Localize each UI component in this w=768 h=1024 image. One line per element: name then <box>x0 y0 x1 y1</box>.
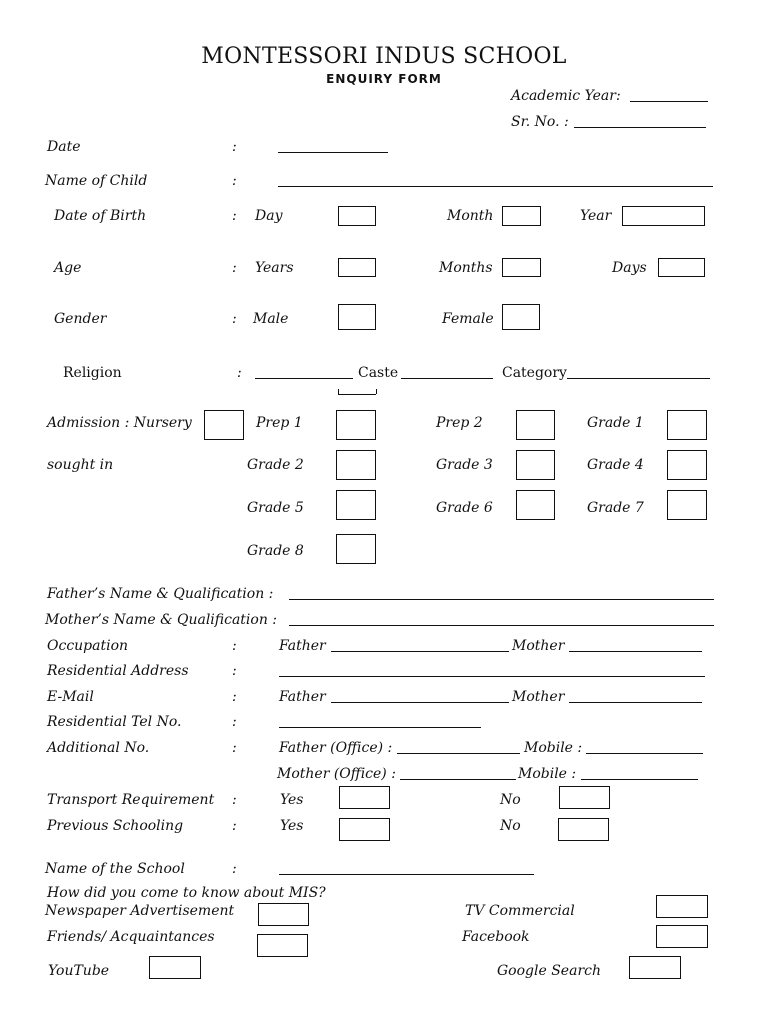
father-name-label: Father’s Name & Qualification : <box>47 586 274 602</box>
grade7-label: Grade 7 <box>587 500 644 516</box>
transport-no-box[interactable] <box>559 786 610 809</box>
google-label: Google Search <box>497 963 601 979</box>
grade5-label: Grade 5 <box>247 500 304 516</box>
dob-month-label: Month <box>447 208 494 224</box>
tv-label: TV Commercial <box>465 903 575 919</box>
religion-field[interactable] <box>255 378 353 379</box>
transport-no-label: No <box>500 792 521 808</box>
grade4-label: Grade 4 <box>587 457 644 473</box>
colon: : <box>232 139 237 155</box>
grade6-box[interactable] <box>516 490 555 520</box>
residential-tel-label: Residential Tel No. <box>47 714 182 730</box>
mother-office-label: Mother (Office) : <box>277 766 396 782</box>
previous-schooling-label: Previous Schooling <box>47 818 184 834</box>
dob-month-box[interactable] <box>502 206 541 226</box>
age-label: Age <box>54 260 82 276</box>
grade4-box[interactable] <box>667 450 707 480</box>
facebook-label: Facebook <box>462 929 530 945</box>
colon: : <box>232 208 237 224</box>
age-days-box[interactable] <box>658 258 705 277</box>
grade8-label: Grade 8 <box>247 543 304 559</box>
friends-label: Friends/ Acquaintances <box>47 929 215 945</box>
colon: : <box>232 260 237 276</box>
colon: : <box>237 365 242 381</box>
dob-day-box[interactable] <box>338 206 376 226</box>
father-mobile-label: Mobile : <box>524 740 583 756</box>
transport-yes-label: Yes <box>280 792 304 808</box>
occupation-father-field[interactable] <box>331 651 509 652</box>
newspaper-box[interactable] <box>258 903 309 926</box>
age-years-label: Years <box>255 260 294 276</box>
academic-year-field[interactable] <box>630 101 708 102</box>
father-office-field[interactable] <box>397 753 520 754</box>
category-label: Category <box>502 365 567 381</box>
sr-no-label: Sr. No. : <box>511 114 569 130</box>
grade1-box[interactable] <box>667 410 707 440</box>
email-father-label: Father <box>279 689 326 705</box>
grade5-box[interactable] <box>336 490 376 520</box>
occupation-mother-field[interactable] <box>569 651 702 652</box>
name-of-child-label: Name of Child <box>45 173 148 189</box>
colon: : <box>232 861 237 877</box>
age-months-label: Months <box>439 260 493 276</box>
newspaper-label: Newspaper Advertisement <box>45 903 235 919</box>
prep2-box[interactable] <box>516 410 555 440</box>
dob-day-label: Day <box>255 208 283 224</box>
schooling-no-label: No <box>500 818 521 834</box>
stray-box-edge <box>376 389 377 394</box>
youtube-label: YouTube <box>48 963 110 979</box>
residential-address-field[interactable] <box>279 676 705 677</box>
name-of-child-field[interactable] <box>278 186 713 187</box>
form-title: ENQUIRY FORM <box>326 72 442 86</box>
name-of-school-label: Name of the School <box>45 861 185 877</box>
facebook-box[interactable] <box>656 925 708 948</box>
residential-tel-field[interactable] <box>279 727 481 728</box>
colon: : <box>232 818 237 834</box>
schooling-yes-box[interactable] <box>339 818 390 841</box>
colon: : <box>232 740 237 756</box>
colon: : <box>232 714 237 730</box>
gender-label: Gender <box>54 311 107 327</box>
stray-box-edge <box>338 394 376 395</box>
grade2-box[interactable] <box>336 450 376 480</box>
grade7-box[interactable] <box>667 490 707 520</box>
caste-label: Caste <box>358 365 399 381</box>
nursery-box[interactable] <box>204 410 244 440</box>
father-name-field[interactable] <box>289 599 714 600</box>
grade3-label: Grade 3 <box>436 457 493 473</box>
mother-mobile-field[interactable] <box>581 779 698 780</box>
age-days-label: Days <box>612 260 647 276</box>
email-mother-field[interactable] <box>569 702 702 703</box>
date-of-birth-label: Date of Birth <box>54 208 147 224</box>
dob-year-box[interactable] <box>622 206 705 226</box>
father-mobile-field[interactable] <box>586 753 703 754</box>
sr-no-field[interactable] <box>574 127 706 128</box>
occupation-mother-label: Mother <box>512 638 565 654</box>
colon: : <box>232 792 237 808</box>
father-office-label: Father (Office) : <box>279 740 393 756</box>
dob-year-label: Year <box>580 208 612 224</box>
prep1-box[interactable] <box>336 410 376 440</box>
schooling-no-box[interactable] <box>558 818 609 841</box>
google-box[interactable] <box>629 956 681 979</box>
colon: : <box>232 311 237 327</box>
schooling-yes-label: Yes <box>280 818 304 834</box>
friends-box[interactable] <box>257 934 308 957</box>
grade6-label: Grade 6 <box>436 500 493 516</box>
colon: : <box>232 638 237 654</box>
colon: : <box>232 689 237 705</box>
email-mother-label: Mother <box>512 689 565 705</box>
mother-office-field[interactable] <box>400 779 516 780</box>
female-box[interactable] <box>502 304 540 330</box>
female-label: Female <box>442 311 494 327</box>
occupation-label: Occupation <box>47 638 129 654</box>
how-know-label: How did you come to know about MIS? <box>47 885 326 901</box>
sought-in-label: sought in <box>47 457 114 473</box>
prep2-label: Prep 2 <box>436 415 483 431</box>
transport-yes-box[interactable] <box>339 786 390 809</box>
stray-box-edge <box>338 389 339 394</box>
grade3-box[interactable] <box>516 450 555 480</box>
mother-name-label: Mother’s Name & Qualification : <box>45 612 278 628</box>
admission-label: Admission : Nursery <box>47 415 192 431</box>
occupation-father-label: Father <box>279 638 326 654</box>
school-name: MONTESSORI INDUS SCHOOL <box>201 44 567 69</box>
male-label: Male <box>253 311 289 327</box>
date-label: Date <box>47 139 81 155</box>
email-label: E-Mail <box>47 689 94 705</box>
mother-mobile-label: Mobile : <box>518 766 577 782</box>
additional-no-label: Additional No. <box>47 740 150 756</box>
category-field[interactable] <box>567 378 710 379</box>
youtube-box[interactable] <box>149 956 201 979</box>
mother-name-field[interactable] <box>289 625 714 626</box>
caste-field[interactable] <box>401 378 493 379</box>
grade8-box[interactable] <box>336 534 376 564</box>
colon: : <box>232 663 237 679</box>
grade2-label: Grade 2 <box>247 457 304 473</box>
religion-label: Religion <box>63 365 122 381</box>
grade1-label: Grade 1 <box>587 415 644 431</box>
age-years-box[interactable] <box>338 258 376 277</box>
tv-box[interactable] <box>656 895 708 918</box>
prep1-label: Prep 1 <box>256 415 303 431</box>
name-of-school-field[interactable] <box>279 874 534 875</box>
colon: : <box>232 173 237 189</box>
academic-year-label: Academic Year: <box>511 88 621 104</box>
transport-label: Transport Requirement <box>47 792 215 808</box>
residential-address-label: Residential Address <box>47 663 189 679</box>
age-months-box[interactable] <box>502 258 541 277</box>
date-field[interactable] <box>278 152 388 153</box>
male-box[interactable] <box>338 304 376 330</box>
email-father-field[interactable] <box>331 702 509 703</box>
